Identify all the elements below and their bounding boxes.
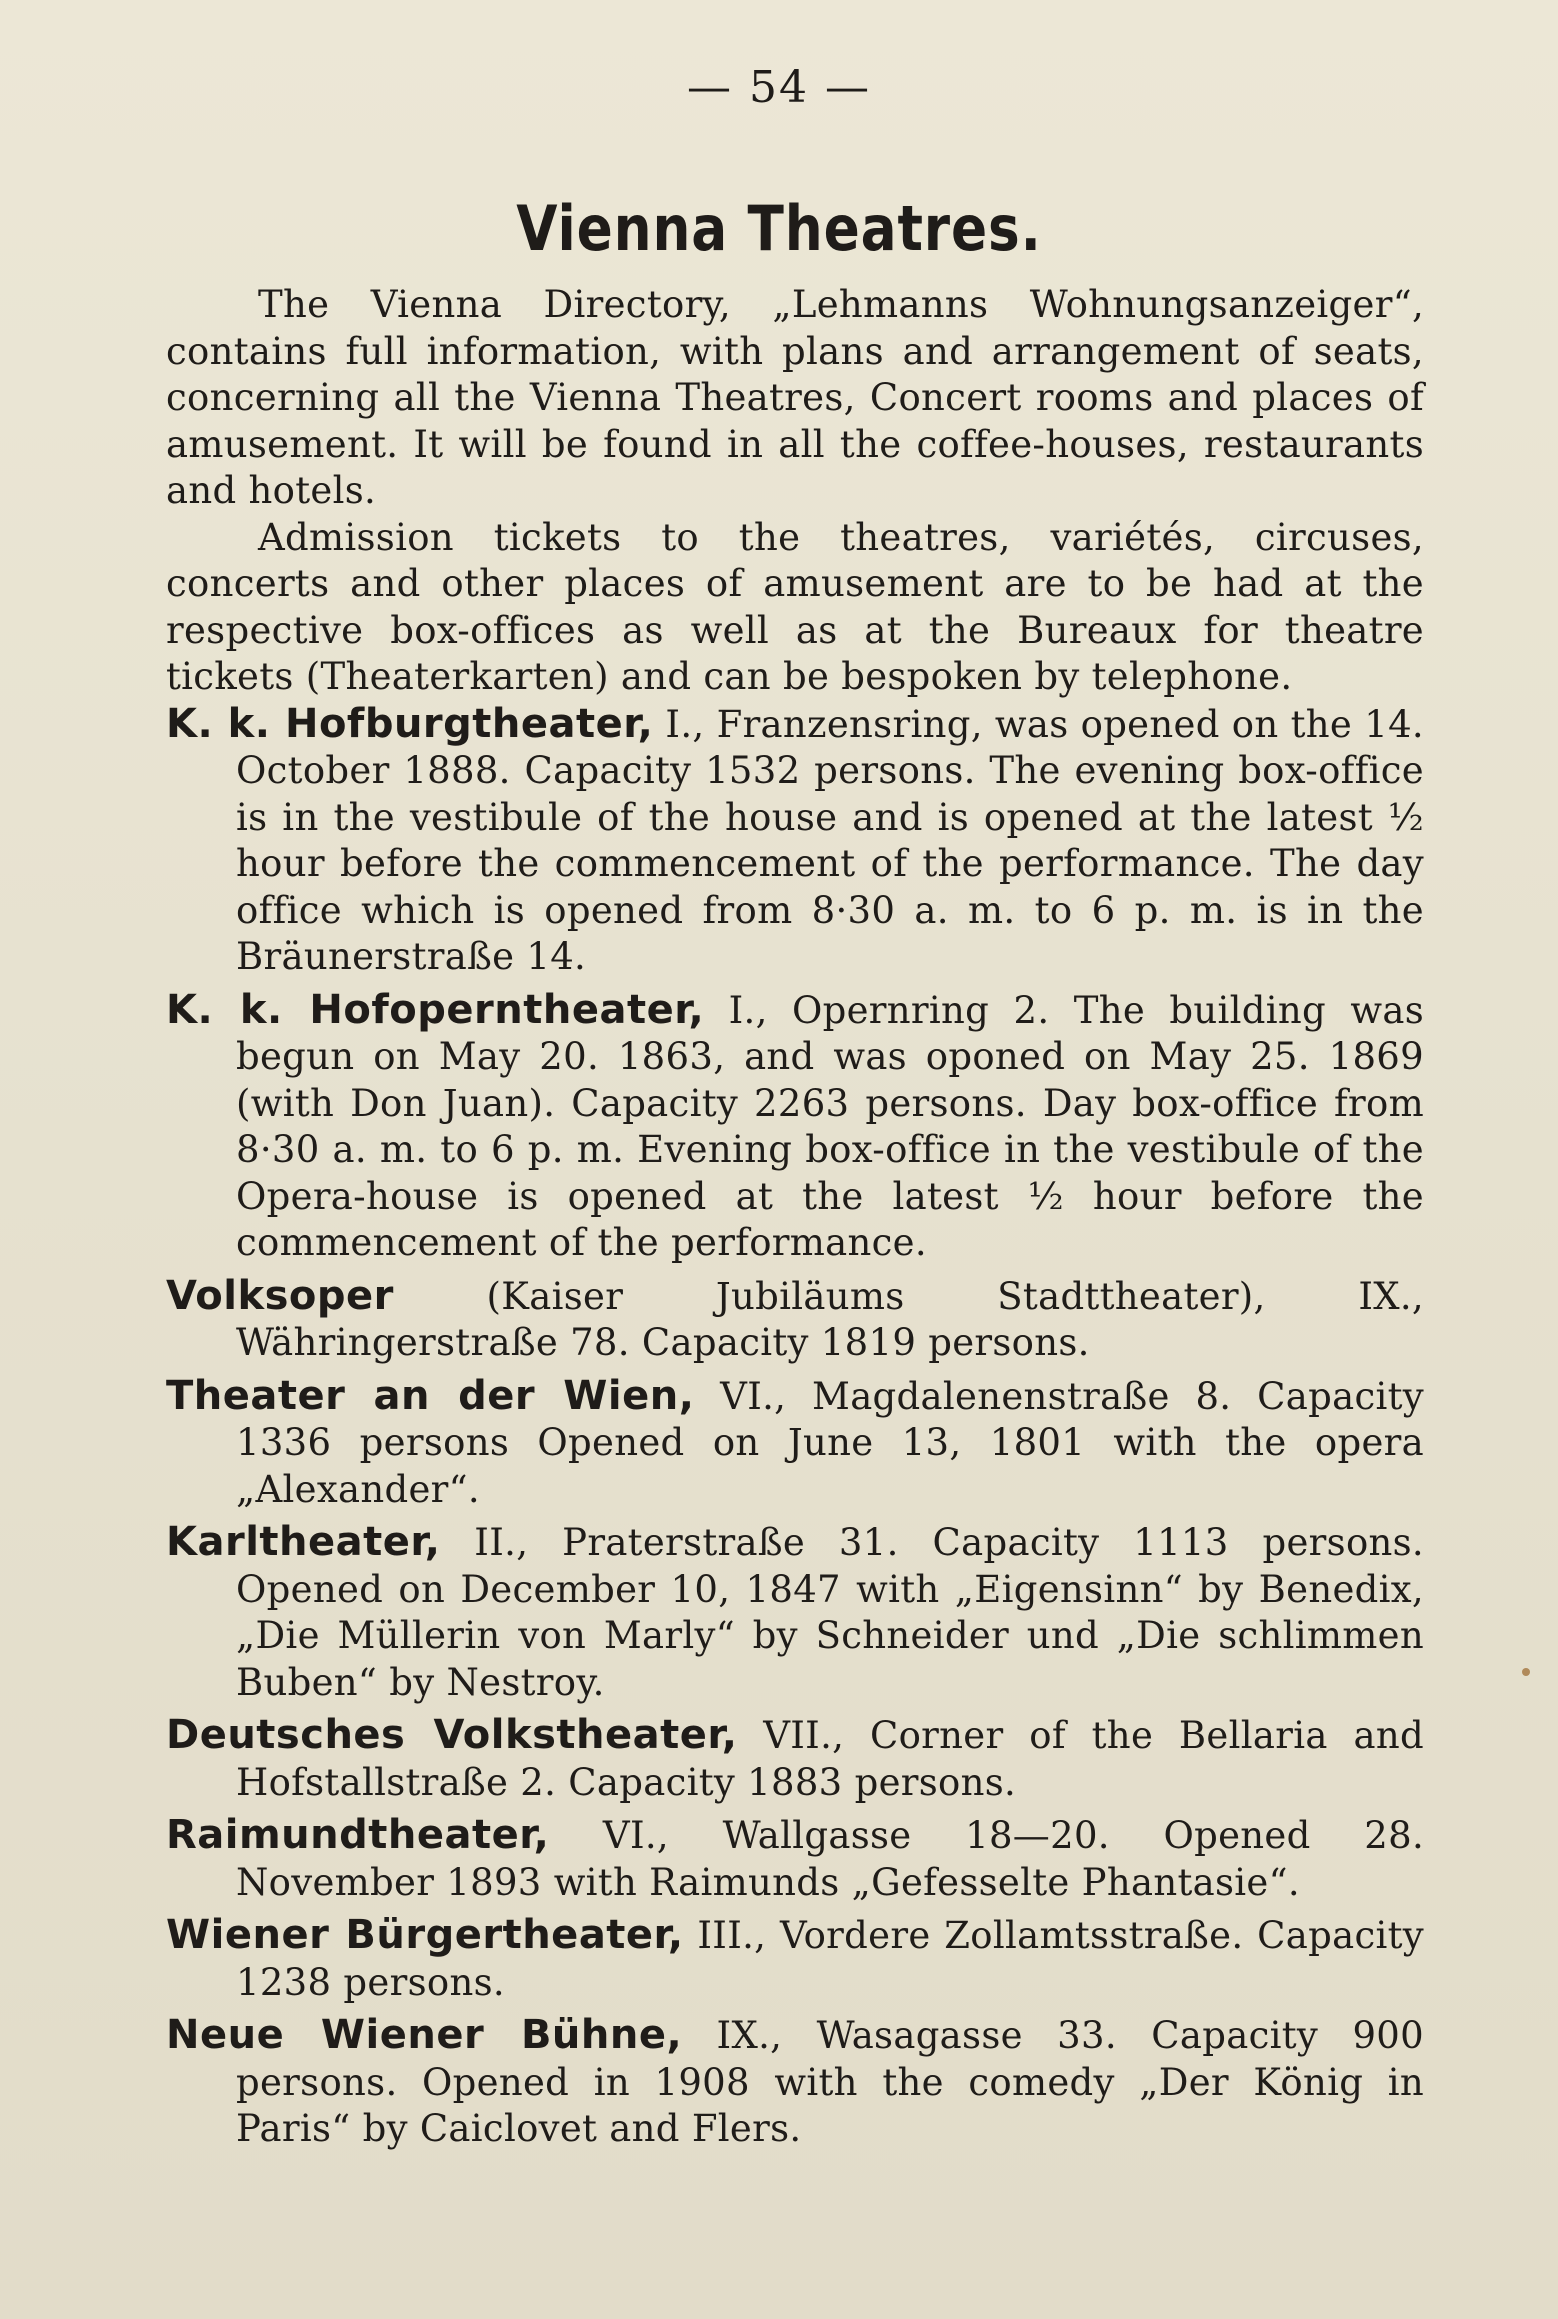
theatre-name: Theater an der Wien, — [166, 1372, 695, 1419]
theatre-details: II., Praterstraße 31. Capacity 1113 persons. Opened on December 10, 1847 with „Eigensinn“ by Benedix, „Die Müllerin von Marly“ by Schneider und „Die schlimmen Buben“ by Nestroy. — [236, 1521, 1424, 1704]
page-body — [166, 282, 1424, 2159]
theatre-entry-raimundtheater — [166, 1812, 1424, 1906]
theatre-entry-hofoperntheater — [166, 987, 1424, 1267]
theatre-details: VI., Wallgasse 18—20. Opened 28. November 1893 with Raimunds „Gefesselte Phantasie“. — [236, 1814, 1424, 1904]
theatre-name: Neue Wiener Bühne, — [166, 2012, 683, 2058]
theatre-details: IX., Wasagasse 33. Capacity 900 persons. Opened in 1908 with the comedy „Der König in Paris“ by Caiclovet and Flers. — [236, 2014, 1424, 2150]
theatre-name: Karltheater, — [166, 1519, 441, 1565]
theatre-entry-deutsches-volkstheater — [166, 1712, 1424, 1806]
theatre-entry-theater-an-der-wien — [166, 1373, 1424, 1514]
page-title: Vienna Theatres. — [516, 192, 1042, 265]
theatre-details: (Kaiser Jubiläums Stadttheater), IX., Währingerstraße 78. Capacity 1819 persons. — [236, 1274, 1424, 1364]
theatre-name: K. k. Hofburgtheater, — [166, 700, 654, 747]
theatre-entry-neue-wiener-buehne — [166, 2012, 1424, 2153]
theatre-name: K. k. Hofoperntheater, — [166, 986, 705, 1033]
intro-paragraph-directory: The Vienna Directory, „Lehmanns Wohnungsanzeiger“, contains full information, with plans and arrangement of seats, concerning all the Vienna Theatres, Concert rooms and places of amusement. It will be found in all the coffee-houses, restaurants and hotels. — [166, 283, 1424, 512]
theatre-details: VI., Magdalenenstraße 8. Capacity 1336 persons Opened on June 13, 1801 with the opera „Alexander“. — [236, 1374, 1424, 1511]
intro-paragraph-tickets: Admission tickets to the theatres, variétés, circuses, concerts and other places of amusement are to be had at the respective box-offices as well as at the Bureaux for theatre tickets (Theaterkarten) and can be bespoken by telephone. — [166, 515, 1424, 698]
theatre-details: I., Franzensring, was opened on the 14. October 1888. Capacity 1532 persons. The evening box-office is in the vestibule of the house and is opened at the latest ½ hour before the commencement of the performance. The day office which is opened from 8·30 a. m. to 6 p. m. is in the Bräunerstraße 14. — [236, 702, 1424, 978]
theatre-entry-wiener-buergertheater — [166, 1912, 1424, 2006]
theatre-name: Volksoper — [166, 1272, 394, 1319]
theatre-name: Deutsches Volkstheater, — [166, 1712, 738, 1758]
theatre-details: VII., Corner of the Bellaria and Hofstallstraße 2. Capacity 1883 persons. — [236, 1714, 1424, 1804]
paper-speck — [1522, 1668, 1530, 1676]
theatre-entry-hofburgtheater — [166, 701, 1424, 981]
theatre-name: Raimundtheater, — [166, 1812, 550, 1858]
page-number: — 54 — — [687, 62, 871, 113]
theatre-name: Wiener Bürgertheater, — [166, 1912, 684, 1958]
theatre-entry-karltheater — [166, 1519, 1424, 1706]
theatre-details: I., Opernring 2. The building was begun on May 20. 1863, and was oponed on May 25. 1869 (with Don Juan). Capacity 2263 persons. Day box-office from 8·30 a. m. to 6 p. m. Evening box-office in the vestibule of the Opera-house is opened at the latest ½ hour before the commencement of the performance. — [236, 988, 1425, 1264]
theatre-entry-volksoper — [166, 1273, 1424, 1367]
theatre-details: III., Vordere Zollamtsstraße. Capacity 1238 persons. — [236, 1914, 1424, 2004]
